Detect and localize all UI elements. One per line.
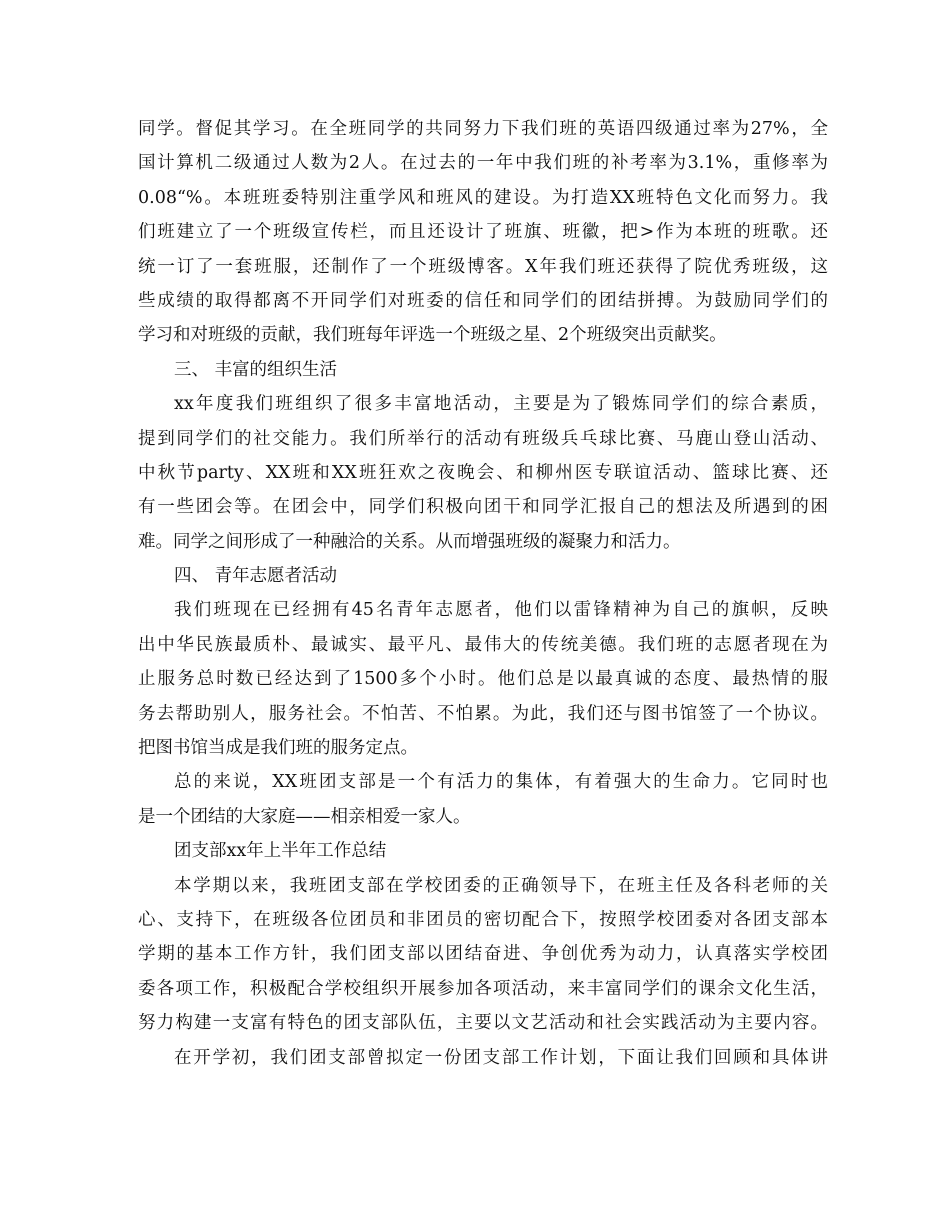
text-line: 统一订了一套班服，还制作了一个班级博客。X年我们班还获得了院优秀班级，这: [138, 256, 828, 277]
text-line: 四、 青年志愿者活动: [174, 566, 338, 587]
document-body: [138, 112, 828, 1075]
text-line: 提到同学们的社交能力。我们所举行的活动有班级兵乓球比赛、马鹿山登山活动、: [138, 428, 828, 449]
text-line: 些成绩的取得都离不开同学们对班委的信任和同学们的团结拼搏。为鼓励同学们的: [138, 290, 828, 311]
text-line: 学习和对班级的贡献，我们班每年评选一个班级之星、2个班级突出贡献奖。: [138, 325, 727, 346]
text-line: 难。同学之间形成了一种融洽的关系。从而增强班级的凝聚力和活力。: [138, 531, 681, 552]
text-line: 我们班现在已经拥有45名青年志愿者，他们以雷锋精神为自己的旗帜，反映: [174, 600, 828, 621]
text-line: 是一个团结的大家庭——相亲相爱一家人。: [138, 806, 471, 827]
text-line: 把图书馆当成是我们班的服务定点。: [138, 738, 418, 759]
text-line: 有一些团会等。在团会中，同学们积极向团干和同学汇报自己的想法及所遇到的困: [138, 497, 828, 518]
text-line: 中秋节party、XX班和XX班狂欢之夜晚会、和柳州医专联谊活动、篮球比赛、还: [138, 462, 828, 483]
text-line: 心、支持下，在班级各位团员和非团员的密切配合下，按照学校团委对各团支部本: [138, 909, 828, 930]
text-line: 三、 丰富的组织生活: [174, 359, 338, 380]
text-line: 委各项工作，积极配合学校组织开展参加各项活动，来丰富同学们的课余文化生活，: [138, 978, 828, 999]
text-line: 出中华民族最质朴、最诚实、最平凡、最伟大的传统美德。我们班的志愿者现在为: [138, 634, 828, 655]
text-line: 学期的基本工作方针，我们团支部以团结奋进、争创优秀为动力，认真落实学校团: [138, 944, 828, 965]
text-line: 们班建立了一个班级宣传栏，而且还设计了班旗、班徽，把>作为本班的班歌。还: [138, 222, 828, 243]
text-line: 本学期以来，我班团支部在学校团委的正确领导下，在班主任及各科老师的关: [174, 875, 828, 896]
text-line: 总的来说，XX班团支部是一个有活力的集体，有着强大的生命力。它同时也: [174, 772, 828, 793]
text-line: 0.08“%。本班班委特别注重学风和班风的建设。为打造XX班特色文化而努力。我: [138, 187, 828, 208]
text-line: 努力构建一支富有特色的团支部队伍，主要以文艺活动和社会实践活动为主要内容。: [138, 1013, 828, 1034]
text-line: 国计算机二级通过人数为2人。在过去的一年中我们班的补考率为3.1%，重修率为: [138, 153, 828, 174]
text-line: xx年度我们班组织了很多丰富地活动，主要是为了锻炼同学们的综合素质，: [174, 394, 828, 415]
text-line: 同学。督促其学习。在全班同学的共同努力下我们班的英语四级通过率为27%，全: [138, 119, 828, 139]
text-line: 团支部xx年上半年工作总结: [174, 841, 387, 862]
text-line: 务去帮助别人，服务社会。不怕苦、不怕累。为此，我们还与图书馆签了一个协议。: [138, 703, 828, 724]
text-line: 在开学初，我们团支部曾拟定一份团支部工作计划，下面让我们回顾和具体讲: [174, 1047, 828, 1068]
text-line: 止服务总时数已经达到了1500多个小时。他们总是以最真诚的态度、最热情的服: [138, 669, 828, 690]
